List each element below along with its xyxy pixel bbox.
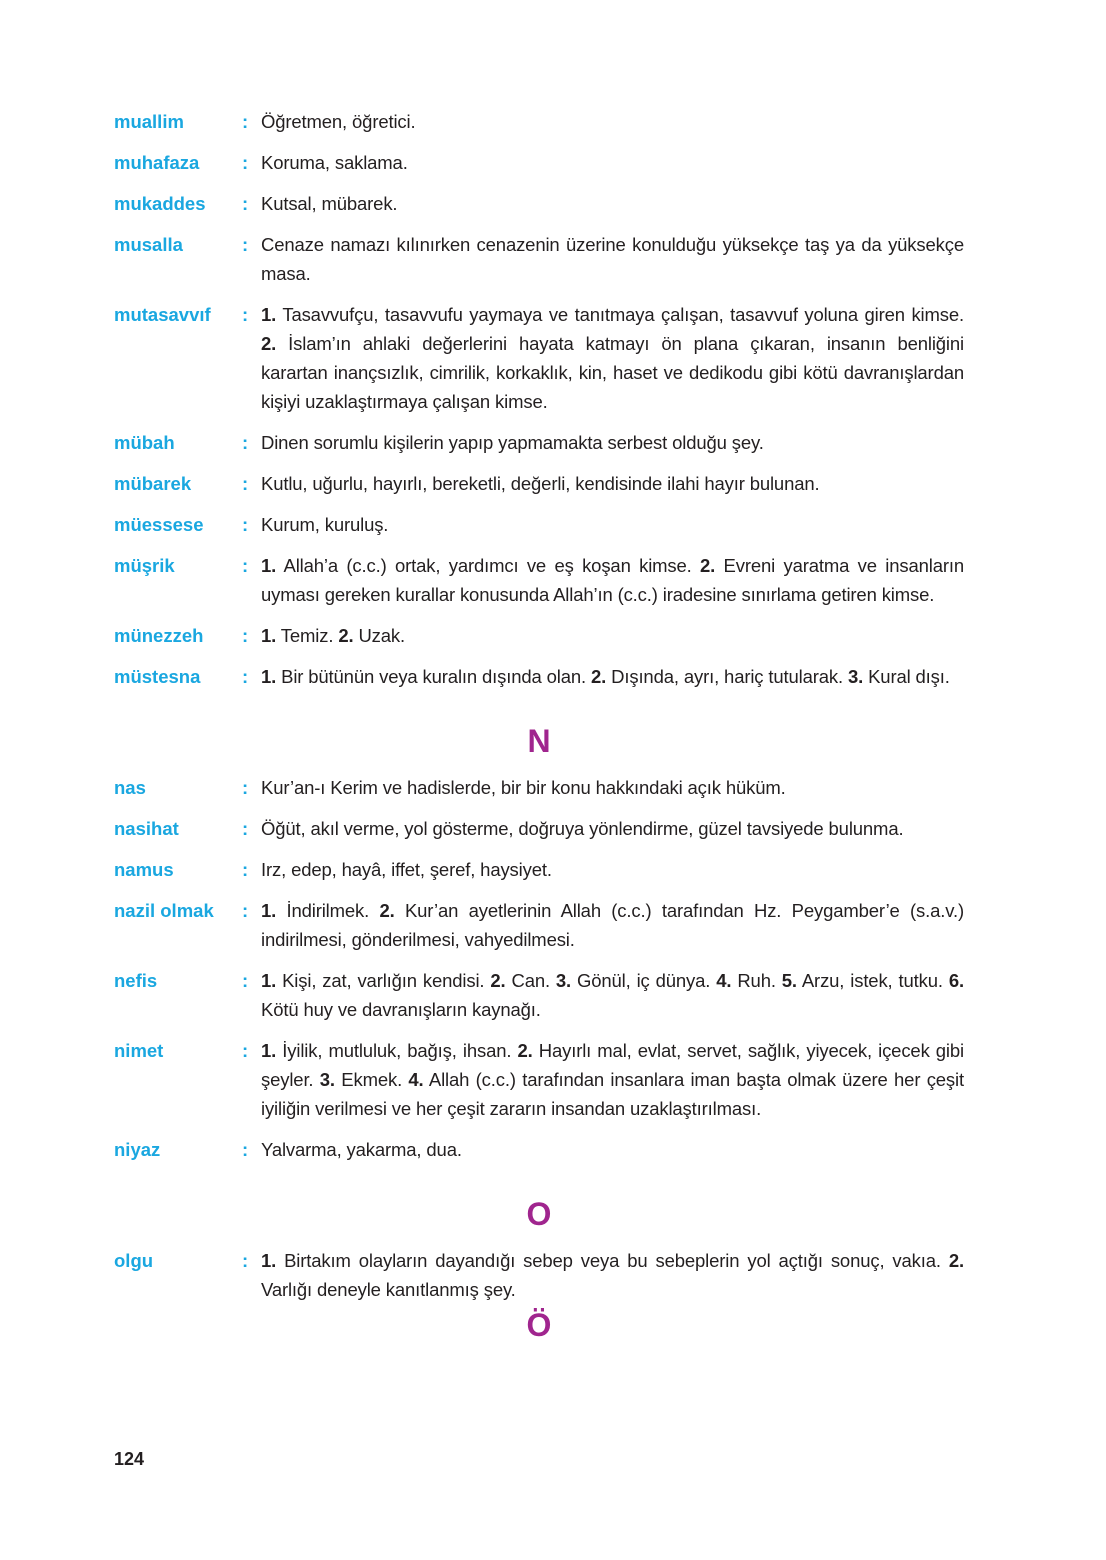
entry-colon: : [242, 625, 249, 646]
sense-number: 2. [261, 333, 277, 354]
entry-definition [261, 551, 964, 609]
glossary-entry [114, 230, 964, 288]
glossary-entry [114, 148, 964, 177]
definition-text: Öğüt, akıl verme, yol gösterme, doğruya yönlendirme, güzel tavsiyede bulunma. [261, 818, 904, 839]
entry-colon: : [242, 666, 249, 687]
glossary-entry [114, 300, 964, 416]
entry-colon: : [242, 193, 249, 214]
glossary-entry [114, 896, 964, 954]
entry-colon: : [242, 1139, 249, 1160]
entry-colon: : [242, 111, 249, 132]
entry-definition [261, 510, 964, 539]
entry-term: nas [114, 777, 146, 798]
definition-text: İyilik, mutluluk, bağış, ihsan. [276, 1040, 518, 1061]
entry-term: mutasavvıf [114, 304, 211, 325]
entry-colon: : [242, 900, 249, 921]
definition-text: Koruma, saklama. [261, 152, 408, 173]
entry-definition [261, 107, 964, 136]
definition-text: Varlığı deneyle kanıtlanmış şey. [261, 1279, 516, 1300]
sense-number: 3. [555, 970, 572, 991]
entry-term: muhafaza [114, 152, 200, 173]
sense-number: 1. [261, 625, 277, 646]
sense-number: 1. [261, 304, 277, 325]
entry-term: mübah [114, 432, 175, 453]
definition-text: Evreni yaratma ve insanların uyması gereken kurallar konusunda Allah’ın (c.c.) iradesine sınırlama getiren kimse. [261, 555, 964, 605]
definition-text: İslam’ın ahlaki değerlerini hayata katmayı ön plana çıkaran, insanın benliğini karartan inançsızlık, cimrilik, korkaklık, kin, haset ve dedikodu gibi kötü davranışlardan kişiyi uzaklaştırmaya çalışan kimse. [261, 333, 964, 412]
entry-term: muallim [114, 111, 184, 132]
entry-definition [261, 966, 964, 1024]
entry-definition [261, 230, 964, 288]
sense-number: 2. [948, 1250, 964, 1271]
entry-definition [261, 1135, 964, 1164]
sense-number: 1. [261, 555, 277, 576]
entry-colon: : [242, 777, 249, 798]
sense-number: 3. [847, 666, 864, 687]
entry-definition [261, 1036, 964, 1123]
glossary-entry [114, 1135, 964, 1164]
glossary-entry [114, 189, 964, 218]
entry-definition [261, 855, 964, 884]
section-letter-heading: O [526, 1196, 552, 1232]
entry-term: olgu [114, 1250, 154, 1271]
entry-term: nefis [114, 970, 158, 991]
entry-term: musalla [114, 234, 183, 255]
definition-text: Kişi, zat, varlığın kendisi. [276, 970, 491, 991]
entry-definition [261, 469, 964, 498]
entry-colon: : [242, 473, 249, 494]
sense-number: 2. [517, 1040, 533, 1061]
entry-definition [261, 1246, 964, 1304]
entry-term: müstesna [114, 666, 201, 687]
entry-term: nazil olmak [114, 900, 214, 921]
entry-definition [261, 148, 964, 177]
definition-text: Hayırlı mal, evlat, servet, sağlık, yiyecek, içecek gibi şeyler. [261, 1040, 964, 1090]
definition-text: Kötü huy ve davranışların kaynağı. [261, 999, 541, 1020]
sense-number: 6. [948, 970, 964, 991]
definition-text: Kurum, kuruluş. [261, 514, 389, 535]
sense-number: 5. [781, 970, 797, 991]
entry-definition [261, 896, 964, 954]
glossary-entry [114, 662, 964, 691]
entry-colon: : [242, 555, 249, 576]
glossary-entry [114, 773, 964, 802]
sense-number: 2. [591, 666, 607, 687]
definition-text: Can. [505, 970, 556, 991]
definition-text: Yalvarma, yakarma, dua. [261, 1139, 462, 1160]
sense-number: 2. [700, 555, 716, 576]
glossary [114, 107, 964, 1345]
entry-colon: : [242, 304, 249, 325]
sense-number: 4. [716, 970, 732, 991]
definition-text: Öğretmen, öğretici. [261, 111, 416, 132]
entry-term: müessese [114, 514, 204, 535]
entry-colon: : [242, 859, 249, 880]
glossary-entry [114, 855, 964, 884]
definition-text: Gönül, iç dünya. [571, 970, 717, 991]
entry-colon: : [242, 234, 249, 255]
entry-colon: : [242, 152, 249, 173]
definition-text: İndirilmek. [276, 900, 380, 921]
entry-colon: : [242, 818, 249, 839]
entry-term: müşrik [114, 555, 175, 576]
definition-text: Dinen sorumlu kişilerin yapıp yapmamakta serbest olduğu şey. [261, 432, 764, 453]
sense-number: 1. [261, 970, 277, 991]
page-number: 124 [114, 1449, 145, 1469]
sense-number: 2. [490, 970, 506, 991]
entry-definition [261, 621, 964, 650]
definition-text: Cenaze namazı kılınırken cenazenin üzerine konulduğu yüksekçe taş ya da yüksekçe masa. [261, 234, 964, 284]
entry-term: namus [114, 859, 174, 880]
glossary-entry [114, 1036, 964, 1123]
entry-definition [261, 428, 964, 457]
sense-number: 1. [261, 1250, 277, 1271]
sense-number: 1. [261, 666, 277, 687]
entry-definition [261, 300, 964, 416]
entry-colon: : [242, 970, 249, 991]
entry-term: niyaz [114, 1139, 161, 1160]
entry-definition [261, 662, 964, 691]
definition-text: Tasavvufçu, tasavvufu yaymaya ve tanıtmaya çalışan, tasavvuf yoluna giren kimse. [276, 304, 964, 325]
sense-number: 1. [261, 900, 277, 921]
glossary-entry [114, 428, 964, 457]
entry-definition [261, 814, 964, 843]
glossary-entry [114, 621, 964, 650]
glossary-entry [114, 814, 964, 843]
section-letter-heading: N [527, 723, 551, 759]
definition-text: Kur’an ayetlerinin Allah (c.c.) tarafından Hz. Peygamber’e (s.a.v.) indirilmesi, gönderilmesi, vahyedilmesi. [261, 900, 964, 950]
definition-text: Kutlu, uğurlu, hayırlı, bereketli, değerli, kendisinde ilahi hayır bulunan. [261, 473, 820, 494]
entry-term: münezzeh [114, 625, 204, 646]
entry-definition [261, 773, 964, 802]
glossary-entry [114, 966, 964, 1024]
glossary-entry [114, 1246, 964, 1304]
entry-definition [261, 189, 964, 218]
definition-text: Allah’a (c.c.) ortak, yardımcı ve eş koşan kimse. [276, 555, 701, 576]
definition-text: Ruh. [731, 970, 782, 991]
entry-colon: : [242, 432, 249, 453]
glossary-entry [114, 510, 964, 539]
sense-number: 2. [379, 900, 395, 921]
definition-text: Kutsal, mübarek. [261, 193, 398, 214]
definition-text: Kural dışı. [863, 666, 950, 687]
definition-text: Temiz. [276, 625, 339, 646]
definition-text: Irz, edep, hayâ, iffet, şeref, haysiyet. [261, 859, 552, 880]
entry-term: nasihat [114, 818, 179, 839]
glossary-entry [114, 551, 964, 609]
definition-text: Bir bütünün veya kuralın dışında olan. [276, 666, 592, 687]
definition-text: Allah (c.c.) tarafından insanlara iman başta olmak üzere her çeşit iyiliğin verilmesi ve her çeşit zararın insandan uzaklaştırılması. [261, 1069, 964, 1119]
entry-term: mübarek [114, 473, 192, 494]
entry-term: mukaddes [114, 193, 206, 214]
entry-term: nimet [114, 1040, 164, 1061]
section-letter-heading: Ö [526, 1307, 552, 1343]
glossary-entry [114, 107, 964, 136]
definition-text: Kur’an-ı Kerim ve hadislerde, bir bir konu hakkındaki açık hüküm. [261, 777, 786, 798]
sense-number: 2. [338, 625, 354, 646]
sense-number: 1. [261, 1040, 277, 1061]
definition-text: Arzu, istek, tutku. [796, 970, 949, 991]
sense-number: 4. [408, 1069, 424, 1090]
definition-text: Ekmek. [334, 1069, 409, 1090]
definition-text: Birtakım olayların dayandığı sebep veya bu sebeplerin yol açtığı sonuç, vakıa. [276, 1250, 949, 1271]
glossary-entry [114, 469, 964, 498]
entry-colon: : [242, 514, 249, 535]
definition-text: Uzak. [353, 625, 406, 646]
entry-colon: : [242, 1250, 249, 1271]
sense-number: 3. [319, 1069, 335, 1090]
entry-colon: : [242, 1040, 249, 1061]
definition-text: Dışında, ayrı, hariç tutularak. [606, 666, 848, 687]
